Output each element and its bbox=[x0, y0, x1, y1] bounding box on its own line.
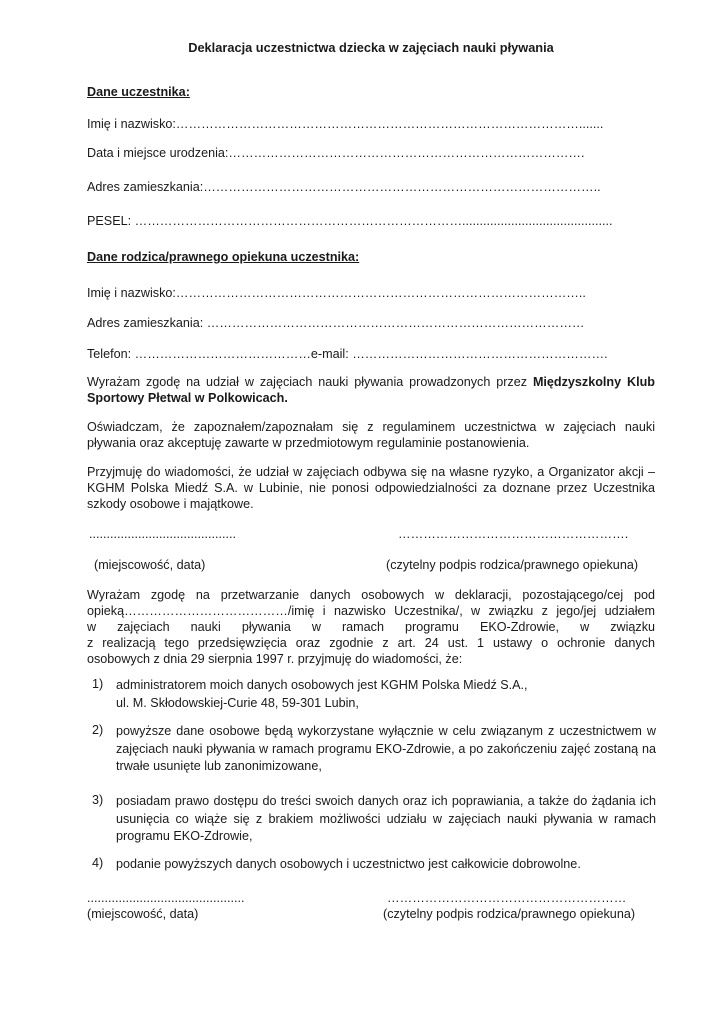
signature-label: (czytelny podpis rodzica/prawnego opiekuna) bbox=[383, 907, 636, 921]
list-item-text: posiadam prawo dostępu do treści swoich danych oraz ich poprawiania, a także do żądania ich usunięcia co wiąże się z brakiem możliwości udziału w zajęciach nauki pływania w ramach programu EKO-Zdrowie, bbox=[116, 794, 656, 843]
guardian-name-field[interactable]: Imię i nazwisko:…………………………………………………………………………………….. bbox=[87, 286, 586, 300]
regulations-statement: Oświadczam, że zapoznałem/zapoznałam się z regulaminem uczestnictwa w zajęciach nauki pływania oraz akceptuję zawarte w przedmiotowym regulaminie postanowienia. bbox=[87, 420, 655, 450]
club-name: Międzyszkolny Klub Sportowy Płetwal w Polkowicach. bbox=[87, 375, 655, 405]
place-date-line[interactable]: ............................................. bbox=[87, 891, 245, 905]
gdpr-line-3: w zajęciach nauki pływania w ramach programu EKO-Zdrowie, w związku bbox=[87, 620, 655, 634]
list-item-text: administratorem moich danych osobowych jest KGHM Polska Miedź S.A., bbox=[116, 678, 528, 692]
guardian-heading: Dane rodzica/prawnego opiekuna uczestnika: bbox=[87, 250, 360, 264]
signature-line[interactable]: ………………………………………………. bbox=[398, 527, 629, 541]
guardian-address-field[interactable]: Adres zamieszkania: ……………………………………………………………………………… bbox=[87, 316, 585, 330]
participation-consent bbox=[87, 374, 655, 406]
gdpr-line-5: osobowych z dnia 29 sierpnia 1997 r. przyjmuję do wiadomości, że: bbox=[87, 652, 463, 666]
list-item-number: 2) bbox=[92, 723, 104, 737]
list-item-address: ul. M. Skłodowskiej-Curie 48, 59-301 Lubin, bbox=[116, 695, 359, 710]
participant-name-field[interactable]: Imię i nazwisko:……………………………………………………………………………………....... bbox=[87, 117, 604, 131]
list-item-number: 4) bbox=[92, 856, 104, 870]
gdpr-line-2: opieką…………………………………/imię i nazwisko Uczestnika/, w związku z jego/jej udziałem bbox=[87, 604, 655, 618]
guardian-phone-email-field[interactable]: Telefon: ……………………………………e-mail: ……………………………………………………. bbox=[87, 347, 608, 361]
list-item-number: 3) bbox=[92, 793, 104, 807]
list-item-text: podanie powyższych danych osobowych i uczestnictwo jest całkowicie dobrowolne. bbox=[116, 857, 581, 871]
participant-heading: Dane uczestnika: bbox=[87, 85, 190, 99]
gdpr-line-1: Wyrażam zgodę na przetwarzanie danych osobowych w deklaracji, pozostającego/cej pod bbox=[87, 588, 655, 602]
signature-label: (czytelny podpis rodzica/prawnego opiekuna) bbox=[386, 558, 639, 572]
consent-prefix: Wyrażam zgodę na udział w zajęciach nauki pływania prowadzonych przez bbox=[87, 375, 528, 389]
place-date-label: (miejscowość, data) bbox=[94, 558, 206, 572]
list-item bbox=[116, 677, 656, 712]
risk-statement: Przyjmuję do wiadomości, że udział w zajęciach odbywa się na własne ryzyko, a Organizator akcji – KGHM Polska Miedź S.A. w Lubinie, nie ponosi odpowiedzialności za doznane przez Uczestnika szkody osobowe i majątkowe. bbox=[87, 465, 655, 511]
participant-address-field[interactable]: Adres zamieszkania:………………………………………………………………………………….. bbox=[87, 180, 601, 194]
participant-pesel-field[interactable]: PESEL: ……………………………………………………………………........................................... bbox=[87, 214, 613, 228]
participant-birth-field[interactable]: Data i miejsce urodzenia:…………………………………………………………………………. bbox=[87, 146, 585, 160]
gdpr-line-4: z realizacją tego przedsięwzięcia oraz zgodnie z art. 24 ust. 1 ustawy o ochronie danych bbox=[87, 636, 655, 650]
place-date-label: (miejscowość, data) bbox=[87, 907, 199, 921]
signature-line[interactable]: ………………………………………………… bbox=[387, 891, 627, 905]
list-item-text: powyższe dane osobowe będą wykorzystane wyłącznie w celu związanym z uczestnictwem w zajęciach nauki pływania w ramach programu EKO-Zdrowie, a po zakończeniu zajęć zostaną na trwałe usunięte lub zanonimizowane, bbox=[116, 724, 656, 773]
document-title: Deklaracja uczestnictwa dziecka w zajęciach nauki pływania bbox=[188, 40, 554, 55]
list-item-number: 1) bbox=[92, 677, 104, 691]
place-date-line[interactable]: .......................................... bbox=[89, 527, 236, 541]
